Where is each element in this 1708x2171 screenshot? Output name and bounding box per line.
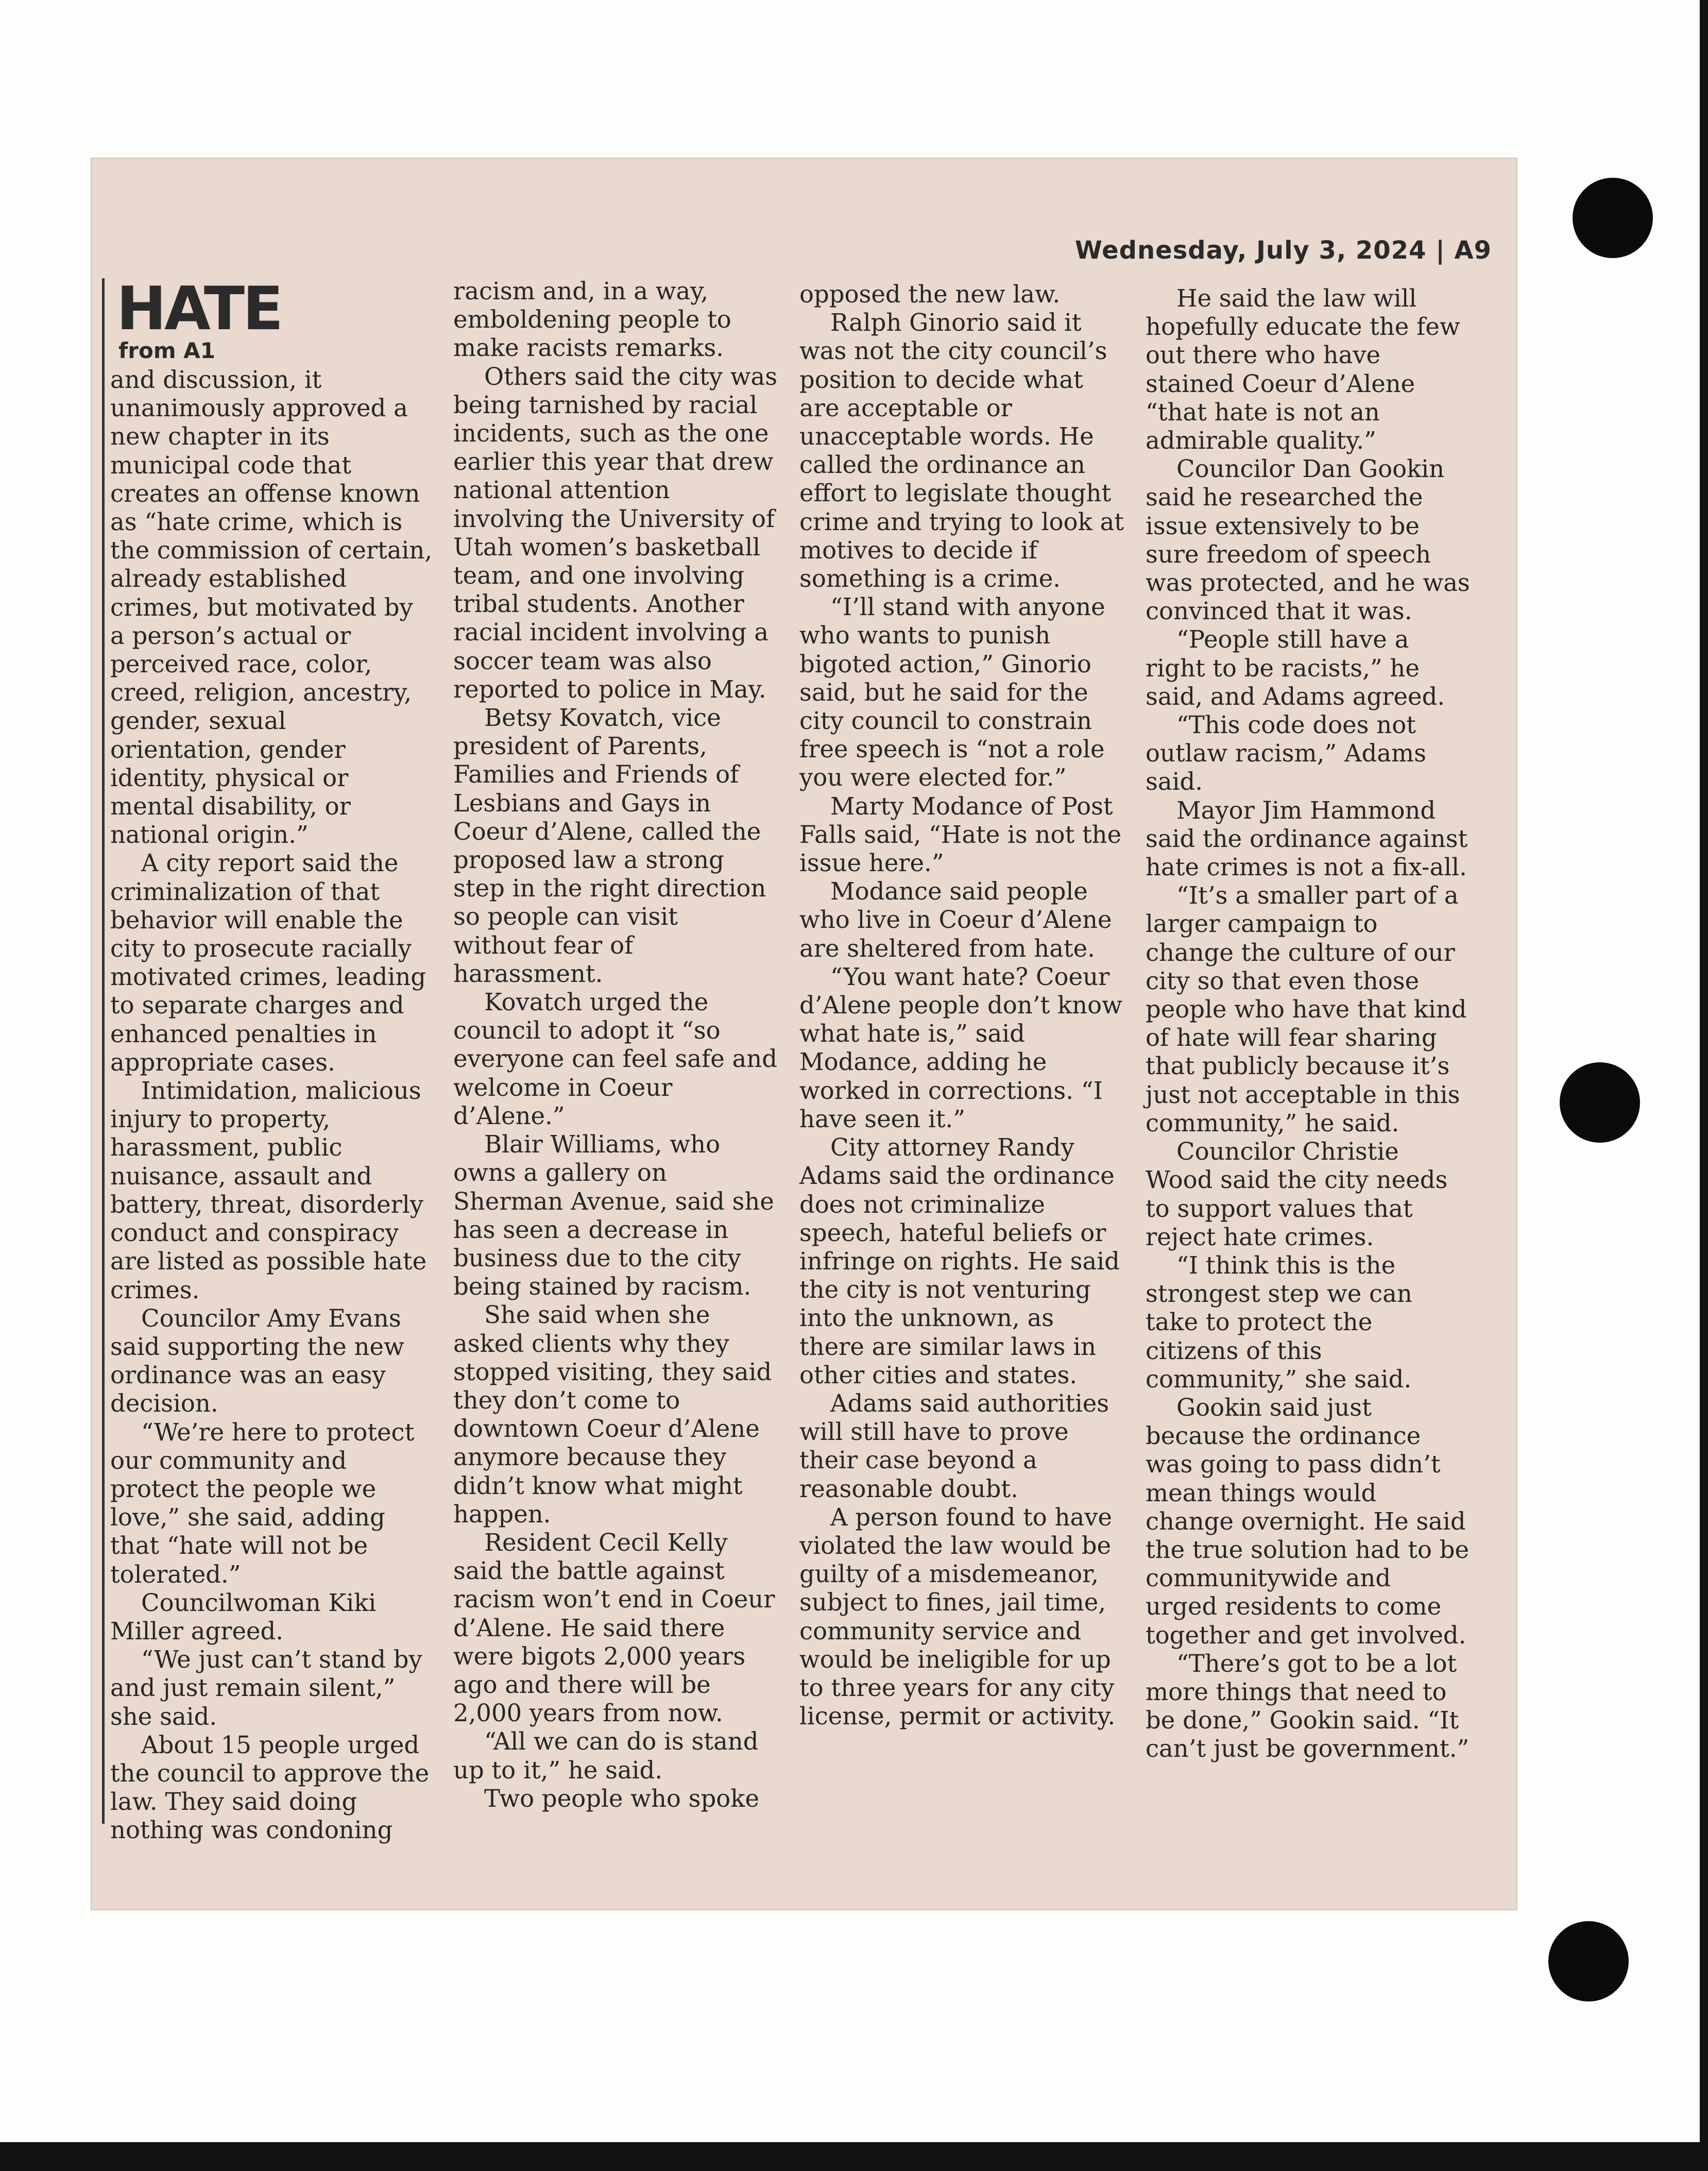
newspaper-clipping [91,158,1517,1910]
paragraph: “This code does not outlaw racism,” Adams said. [1146,711,1426,796]
article-column-2 [453,277,778,1813]
paragraph: Modance said people who live in Coeur d’Alene are sheltered from hate. [799,877,1112,962]
paragraph: and discussion, it unanimously approved a new chapter in its municipal code that creates an offense known as “hate crime, which is the commission of certain, already established crimes, but motivated by a person’s actual or perceived race, color, creed, religion, ancestry, gender, sexual orientation, gender identity, physical or mental disability, or national origin.” [110,366,433,849]
paragraph: Others said the city was being tarnished by racial incidents, such as the one earlier this year that drew national attention involving the University of Utah women’s basketball team, and one involving tribal students. Another racial incident involving a soccer team was also reported to police in May. [453,362,778,703]
column-rule [102,278,105,1824]
jump-head [116,274,435,366]
paragraph: Councilor Dan Gookin said he researched the issue extensively to be sure freedom of speech was protected, and he was convinced that it was. [1146,455,1470,625]
paragraph: “I think this is the strongest step we can take to protect the citizens of this community,” she said. [1146,1251,1412,1393]
paragraph: Resident Cecil Kelly said the battle against racism won’t end in Coeur d’Alene. He said there were bigots 2,000 years ago and there will be 2,000 years from now. [453,1528,775,1727]
paragraph: Two people who spoke [484,1784,760,1812]
punch-hole-bottom [1548,1921,1629,2002]
paragraph: Kovatch urged the council to adopt it “so everyone can feel safe and welcome in Coeur d’Alene.” [453,988,777,1130]
paragraph: “We just can’t stand by and just remain silent,” she said. [110,1646,422,1731]
paragraph: Councilor Christie Wood said the city needs to support values that reject hate crimes. [1146,1138,1448,1251]
punch-hole-top [1573,178,1653,258]
paragraph: She said when she asked clients why they stopped visiting, they said they don’t come to downtown Coeur d’Alene anymore because they didn’t know what might happen. [453,1301,772,1528]
paragraph: Marty Modance of Post Falls said, “Hate is not the issue here.” [799,792,1122,877]
article-column-4 [1146,284,1470,1763]
paragraph: “I’ll stand with anyone who wants to punish bigoted action,” Ginorio said, but he said for the city council to constrain free speech is “not a role you were elected for.” [799,593,1105,792]
paragraph: Mayor Jim Hammond said the ordinance against hate crimes is not a fix-all. [1146,796,1468,881]
paragraph: Blair Williams, who owns a gallery on Sherman Avenue, said she has seen a decrease in business due to the city being stained by racism. [453,1130,774,1301]
jump-from-label: from A1 [118,338,215,363]
paragraph: racism and, in a way, emboldening people to make racists remarks. [453,277,731,362]
paragraph: “People still have a right to be racists,” he said, and Adams agreed. [1146,625,1445,710]
paragraph: About 15 people urged the council to approve the law. They said doing nothing was condoning [110,1731,430,1844]
paragraph: City attorney Randy Adams said the ordinance does not criminalize speech, hateful beliefs or infringe on rights. He said the city is not venturing into the unknown, as there are similar laws in other cities and states. [799,1133,1120,1389]
jump-title: HATE [116,274,282,344]
paragraph: “There’s got to be a lot more things that need to be done,” Gookin said. “It can’t just be government.” [1146,1649,1470,1763]
dateline: Wednesday, July 3, 2024 | A9 [1074,236,1492,265]
paragraph: A city report said the criminalization of that behavior will enable the city to prosecute racially motivated crimes, leading to separate charges and enhanced penalties in appropriate cases. [110,849,426,1076]
paragraph: Betsy Kovatch, vice president of Parents, Families and Friends of Lesbians and Gays in Coeur d’Alene, called the proposed law a strong step in the right direction so people can visit without fear of harassment. [453,704,766,988]
paragraph: Intimidation, malicious injury to property, harassment, public nuisance, assault and battery, threat, disorderly conduct and conspiracy are listed as possible hate crimes. [110,1077,427,1304]
paragraph: Ralph Ginorio said it was not the city council’s position to decide what are acceptable or unacceptable words. He called the ordinance an effort to legislate thought crime and trying to look at motives to decide if something is a crime. [799,309,1124,593]
paragraph: opposed the new law. [799,280,1061,308]
paragraph: “We’re here to protect our community and protect the people we love,” she said, adding that “hate will not be tolerated.” [110,1418,415,1588]
article-column-1 [110,274,435,1845]
paragraph: Councilwoman Kiki Miller agreed. [110,1588,377,1645]
paragraph: “It’s a smaller part of a larger campaign to change the culture of our city so that even those people who have that kind of hate will fear sharing that publicly because it’s just not acceptable in this community,” he said. [1146,881,1467,1137]
paragraph: He said the law will hopefully educate the few out there who have stained Coeur d’Alene “that hate is not an admirable quality.” [1146,284,1460,455]
article-column-3 [799,280,1124,1731]
paragraph: A person found to have violated the law would be guilty of a misdemeanor, subject to fines, jail time, community service and would be ineligible for up to three years for any city license, permit or activity. [799,1503,1116,1731]
punch-hole-middle [1560,1062,1640,1143]
paragraph: Councilor Amy Evans said supporting the new ordinance was an easy decision. [110,1304,404,1418]
paragraph: “You want hate? Coeur d’Alene people don’t know what hate is,” said Modance, adding he worked in corrections. “I have seen it.” [799,962,1122,1133]
paragraph: “All we can do is stand up to it,” he said. [453,1727,759,1784]
paragraph: Adams said authorities will still have to prove their case beyond a reasonable doubt. [799,1389,1109,1503]
paragraph: Gookin said just because the ordinance was going to pass didn’t mean things would change overnight. He said the true solution had to be communitywide and urged residents to come together and get involved. [1146,1393,1470,1649]
